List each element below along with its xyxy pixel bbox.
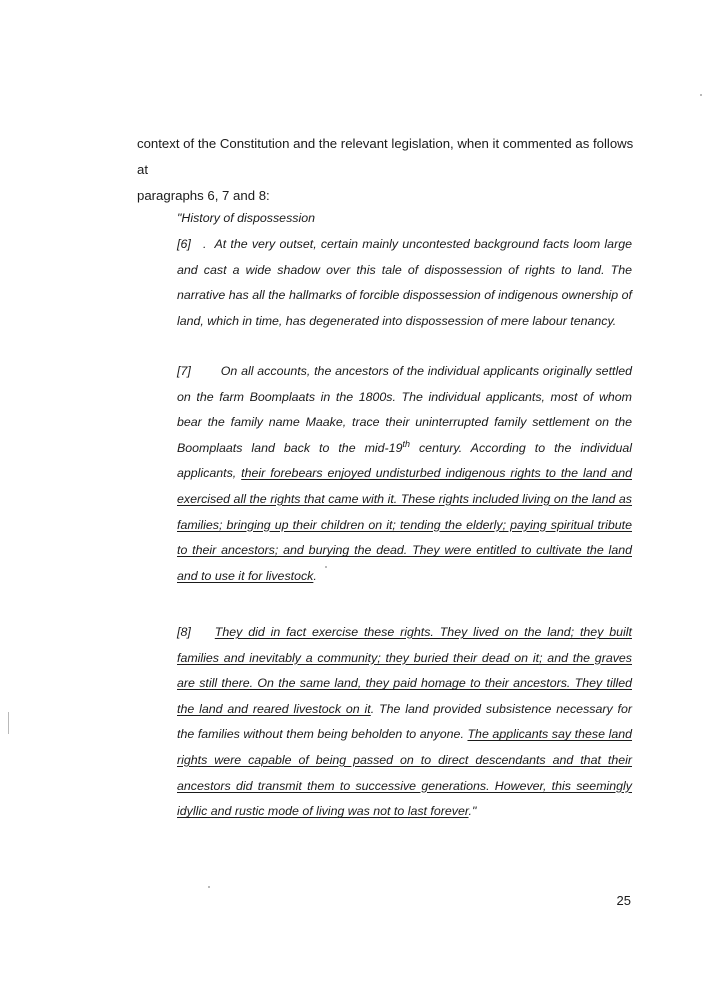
scan-speck [700, 94, 702, 96]
scan-speck [325, 566, 327, 568]
stray-dot: . [203, 237, 207, 251]
quote-paragraph-8 [177, 620, 632, 825]
intro-line-1: context of the Constitution and the relevant legislation, when it commented as follows at [137, 136, 634, 177]
quote-paragraph-7 [177, 359, 632, 589]
paragraph-number-8: [8] [177, 625, 191, 639]
paragraph-6-text: At the very outset, certain mainly uncontested background facts loom large and cast a wide shadow over this tale of dispossession of rights to land. The narrative has all the hallmarks of forcible dispossession of indigenous ownership of land, which in time, has degenerated into dispossession of mere labour tenancy. [177, 237, 632, 328]
paragraph-number-7: [7] [177, 364, 191, 378]
paragraph-8-underlined-a: They did in fact exercise these rights. They lived on the land; they built families and inevitably a community; they buried their dead on it; and the graves are still there. On the same land, they paid homage to their ancestors. They tilled the land and reared livestock on it [177, 625, 632, 716]
page-number: 25 [616, 893, 631, 908]
paragraph-7-underlined: their forebears enjoyed undisturbed indigenous rights to the land and exercised all the rights that came with it. These rights included living on the land as families; bringing up their children on it; tending the elderly; paying spiritual tribute to their ancestors; and burying the dead. They were entitled to cultivate the land and to use it for livestock [177, 466, 632, 583]
quote-paragraph-6 [177, 232, 632, 334]
paragraph-8-end: ." [468, 804, 477, 819]
intro-paragraph [137, 131, 637, 209]
paragraph-number-6: [6] [177, 237, 191, 251]
paragraph-8-plain: . The land provided subsistence necessary for the families without them being beholden to anyone. [177, 701, 632, 742]
scan-mark [8, 712, 9, 734]
paragraph-7-text-a: On all accounts, the ancestors of the individual applicants originally settled on the farm Boomplaats in the 1800s. The individual applicants, most of whom bear the family name Maake, trace their uninterrupted family settlement on the Boomplaats land back to the mid-19 [177, 364, 632, 455]
quote-heading: "History of dispossession [177, 211, 315, 225]
paragraph-7-end: . [313, 568, 317, 583]
scan-speck [208, 886, 210, 888]
paragraph-7-text-b: century. According to the individual applicants, [177, 440, 632, 481]
intro-line-2: paragraphs 6, 7 and 8: [137, 188, 270, 203]
paragraph-8-underlined-b: The applicants say these land rights were capable of being passed on to direct descendants and that their ancestors did transmit them to successive generations. However, this seemingly idyllic and rustic mode of living was not to last forever [177, 727, 633, 819]
superscript-th: th [402, 438, 410, 449]
